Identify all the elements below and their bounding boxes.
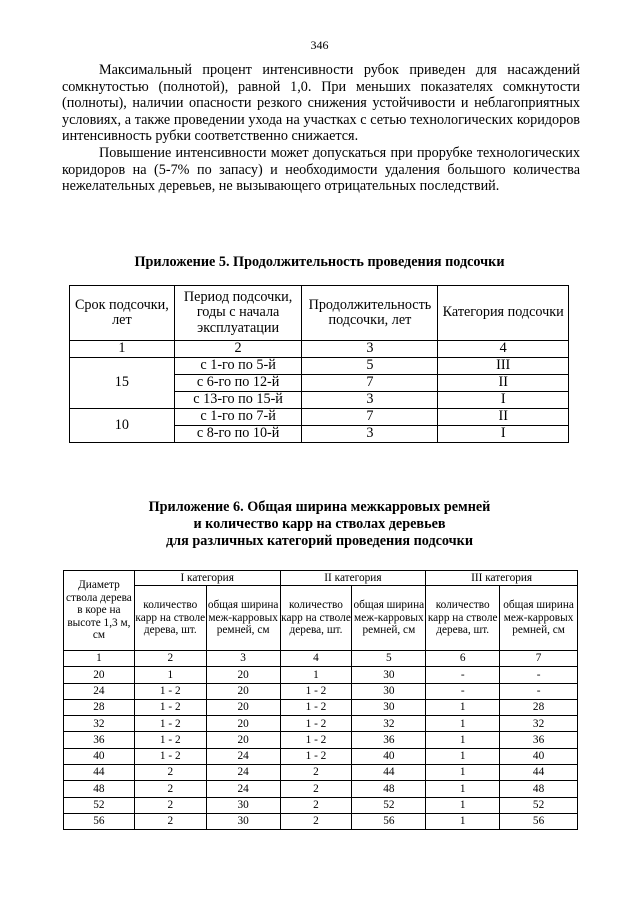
table-cell: 24 bbox=[206, 781, 280, 797]
column-number: 2 bbox=[174, 341, 302, 358]
table-cell: 36 bbox=[500, 732, 578, 748]
table-row bbox=[64, 683, 578, 699]
table-cell: 1 bbox=[426, 748, 500, 764]
category-cell: II bbox=[438, 409, 569, 426]
table-cell: 1 - 2 bbox=[280, 716, 352, 732]
table-cell: 1 - 2 bbox=[280, 699, 352, 715]
table-row bbox=[64, 781, 578, 797]
sub-header-width: общая ширина меж-карровых ремней, см bbox=[206, 586, 280, 651]
table-cell: 20 bbox=[206, 699, 280, 715]
period-cell: с 1-го по 5-й bbox=[174, 358, 302, 375]
table-cell: 24 bbox=[206, 748, 280, 764]
column-header: Продолжительность подсочки, лет bbox=[302, 286, 438, 341]
table-cell: - bbox=[500, 683, 578, 699]
category-cell: III bbox=[438, 358, 569, 375]
diameter-cell: 24 bbox=[64, 683, 135, 699]
table-cell: 40 bbox=[352, 748, 426, 764]
duration-cell: 7 bbox=[302, 375, 438, 392]
appendix6-table-body bbox=[64, 667, 578, 830]
table-cell: 30 bbox=[206, 797, 280, 813]
table-cell: 2 bbox=[134, 781, 206, 797]
duration-cell: 3 bbox=[302, 392, 438, 409]
table-cell: 36 bbox=[352, 732, 426, 748]
table-cell: 1 - 2 bbox=[280, 683, 352, 699]
table-cell: 30 bbox=[352, 699, 426, 715]
table-cell: 48 bbox=[352, 781, 426, 797]
paragraph: Повышение интенсивности может допускаться при прорубке технологических коридоров на (5-7% по запасу) и необходимости удаления большого количества нежелательных деревьев, не вызывающего отрицательных последствий. bbox=[62, 144, 580, 195]
table-cell: 32 bbox=[352, 716, 426, 732]
table-row bbox=[64, 765, 578, 781]
duration-cell: 5 bbox=[302, 358, 438, 375]
table-header-row bbox=[70, 286, 569, 341]
table-row bbox=[64, 748, 578, 764]
page-number: 346 bbox=[310, 38, 329, 52]
table-cell: 56 bbox=[500, 813, 578, 829]
table-cell: 1 - 2 bbox=[134, 716, 206, 732]
column-header: Период подсочки, годы с начала эксплуатации bbox=[174, 286, 302, 341]
column-number: 5 bbox=[352, 651, 426, 667]
table-cell: 1 bbox=[426, 797, 500, 813]
table-cell: 2 bbox=[134, 797, 206, 813]
diameter-cell: 28 bbox=[64, 699, 135, 715]
duration-cell: 7 bbox=[302, 409, 438, 426]
column-number: 3 bbox=[206, 651, 280, 667]
column-number: 7 bbox=[500, 651, 578, 667]
diameter-cell: 20 bbox=[64, 667, 135, 683]
diameter-cell: 36 bbox=[64, 732, 135, 748]
table-cell: 20 bbox=[206, 683, 280, 699]
table-row bbox=[64, 797, 578, 813]
table-row bbox=[64, 667, 578, 683]
sub-header-width: общая ширина меж-карровых ремней, см bbox=[500, 586, 578, 651]
appendix5-table bbox=[69, 285, 569, 443]
appendix6-title-line: и количество карр на стволах деревьев bbox=[193, 516, 446, 532]
table-cell: - bbox=[426, 683, 500, 699]
table-cell: 20 bbox=[206, 732, 280, 748]
table-cell: 1 bbox=[426, 699, 500, 715]
table-row bbox=[70, 409, 569, 426]
period-cell: с 8-го по 10-й bbox=[174, 426, 302, 443]
table-cell: 1 - 2 bbox=[134, 732, 206, 748]
diameter-cell: 48 bbox=[64, 781, 135, 797]
sub-header-width: общая ширина меж-карровых ремней, см bbox=[352, 586, 426, 651]
term-cell: 15 bbox=[70, 358, 175, 409]
appendix6-table bbox=[63, 570, 578, 830]
duration-cell: 3 bbox=[302, 426, 438, 443]
table-row bbox=[64, 813, 578, 829]
column-header: Категория подсочки bbox=[438, 286, 569, 341]
column-number-row bbox=[70, 341, 569, 358]
table-row bbox=[70, 358, 569, 375]
table-cell: 1 - 2 bbox=[134, 748, 206, 764]
category-header-row bbox=[64, 571, 578, 586]
table-cell: 1 - 2 bbox=[280, 732, 352, 748]
table-cell: 2 bbox=[134, 813, 206, 829]
table-cell: 1 - 2 bbox=[280, 748, 352, 764]
appendix6-title-line: Приложение 6. Общая ширина межкарровых ремней bbox=[148, 499, 491, 515]
table-cell: 1 bbox=[426, 732, 500, 748]
period-cell: с 1-го по 7-й bbox=[174, 409, 302, 426]
category-cell: II bbox=[438, 375, 569, 392]
table-cell: 30 bbox=[352, 667, 426, 683]
diameter-cell: 40 bbox=[64, 748, 135, 764]
column-number: 1 bbox=[64, 651, 135, 667]
table-cell: 56 bbox=[352, 813, 426, 829]
table-cell: 44 bbox=[500, 765, 578, 781]
period-cell: с 6-го по 12-й bbox=[174, 375, 302, 392]
body-text bbox=[62, 62, 580, 195]
table-cell: 1 bbox=[426, 716, 500, 732]
diameter-header: Диаметр ствола дерева в коре на высоте 1,3 м, см bbox=[64, 571, 135, 651]
table-cell: 28 bbox=[500, 699, 578, 715]
table-cell: 1 bbox=[426, 765, 500, 781]
table-cell: 2 bbox=[280, 781, 352, 797]
table-cell: 1 bbox=[280, 667, 352, 683]
column-header: Срок подсочки, лет bbox=[70, 286, 175, 341]
sub-header-count: количество карр на стволе дерева, шт. bbox=[426, 586, 500, 651]
period-cell: с 13-го по 15-й bbox=[174, 392, 302, 409]
table-cell: 2 bbox=[280, 813, 352, 829]
table-cell: 32 bbox=[500, 716, 578, 732]
table-row bbox=[64, 716, 578, 732]
table-cell: 30 bbox=[352, 683, 426, 699]
appendix6-title-line: для различных категорий проведения подсочки bbox=[165, 533, 474, 549]
term-cell: 10 bbox=[70, 409, 175, 443]
appendix5-title: Приложение 5. Продолжительность проведения подсочки bbox=[134, 254, 505, 270]
table-cell: 20 bbox=[206, 716, 280, 732]
table-cell: 1 bbox=[134, 667, 206, 683]
category-cell: I bbox=[438, 426, 569, 443]
category-cell: I bbox=[438, 392, 569, 409]
table-cell: 1 - 2 bbox=[134, 683, 206, 699]
table-cell: 1 - 2 bbox=[134, 699, 206, 715]
table-cell: 2 bbox=[280, 797, 352, 813]
table-cell: 20 bbox=[206, 667, 280, 683]
sub-header-count: количество карр на стволе дерева, шт. bbox=[134, 586, 206, 651]
table-cell: 48 bbox=[500, 781, 578, 797]
column-number: 4 bbox=[280, 651, 352, 667]
sub-header-row bbox=[64, 586, 578, 651]
table-cell: 1 bbox=[426, 813, 500, 829]
table-cell: 52 bbox=[500, 797, 578, 813]
table-cell: 24 bbox=[206, 765, 280, 781]
table-cell: 2 bbox=[134, 765, 206, 781]
table-cell: 30 bbox=[206, 813, 280, 829]
column-number: 4 bbox=[438, 341, 569, 358]
column-number-row bbox=[64, 651, 578, 667]
table-cell: 1 bbox=[426, 781, 500, 797]
category-header: III категория bbox=[426, 571, 578, 586]
diameter-cell: 44 bbox=[64, 765, 135, 781]
table-cell: 44 bbox=[352, 765, 426, 781]
table-cell: 52 bbox=[352, 797, 426, 813]
column-number: 3 bbox=[302, 341, 438, 358]
column-number: 1 bbox=[70, 341, 175, 358]
table-cell: 40 bbox=[500, 748, 578, 764]
paragraph: Максимальный процент интенсивности рубок приведен для насаждений сомкнутостью (полнотой), равной 1,0. При меньших показателях сомкнутости (полноты), наличии опасности резкого снижения устойчивости и неблагоприятных условиях, а также проведении ухода на участках с сетью технологических коридоров интенсивность рубки соответственно снижается. bbox=[62, 62, 580, 145]
table-cell: 2 bbox=[280, 765, 352, 781]
category-header: II категория bbox=[280, 571, 426, 586]
diameter-cell: 32 bbox=[64, 716, 135, 732]
table-cell: - bbox=[426, 667, 500, 683]
table-cell: - bbox=[500, 667, 578, 683]
table-row bbox=[64, 732, 578, 748]
sub-header-count: количество карр на стволе дерева, шт. bbox=[280, 586, 352, 651]
diameter-cell: 52 bbox=[64, 797, 135, 813]
diameter-cell: 56 bbox=[64, 813, 135, 829]
table-row bbox=[64, 699, 578, 715]
column-number: 6 bbox=[426, 651, 500, 667]
appendix6-title bbox=[0, 499, 639, 550]
category-header: I категория bbox=[134, 571, 280, 586]
column-number: 2 bbox=[134, 651, 206, 667]
